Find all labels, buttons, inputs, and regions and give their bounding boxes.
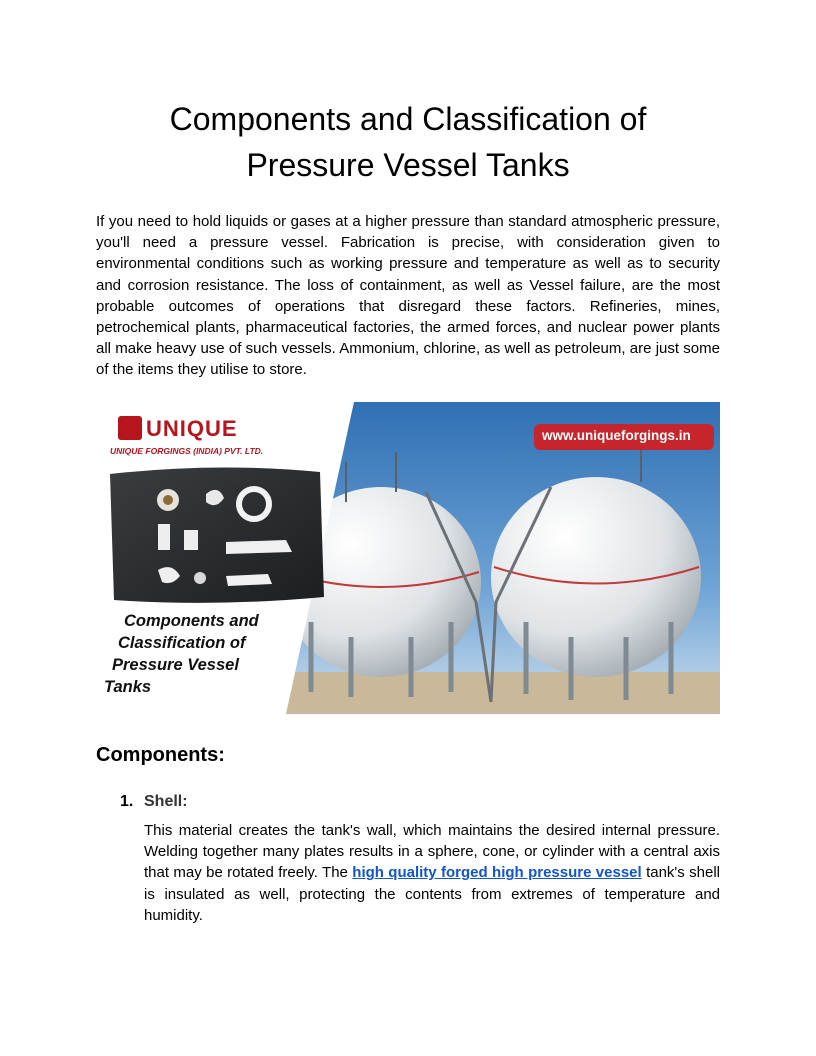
intro-paragraph: If you need to hold liquids or gases at a higher pressure than standard atmospheric pressure, you'll need a pressure vessel. Fabrication is precise, with consideration given to environmental conditions such as working pressure and temperature as well as to security and corrosion resistance. The loss of containment, as well as Vessel failure, are the most probable outcomes of operations that disregard these factors. Refineries, mines, petrochemical plants, pharmaceutical factories, the armed forces, and nuclear power plants all make heavy use of such vessels. Ammonium, chlorine, as well as petroleum, are just some of the items they utilise to store. [96, 213, 720, 379]
banner-caption-line: Components and [124, 612, 259, 630]
list-item-number: 1. [120, 793, 134, 810]
banner-caption-line: Pressure Vessel [112, 656, 239, 674]
banner-image [96, 402, 720, 714]
title-line-1: Components and Classification of [169, 101, 647, 137]
high-pressure-vessel-link[interactable]: high quality forged high pressure vessel [352, 864, 642, 882]
unique-logo [118, 416, 142, 440]
banner-brand: UNIQUE [146, 416, 238, 441]
components-heading: Components: [96, 744, 225, 766]
banner-caption [102, 610, 292, 698]
shell-heading: Shell: [144, 793, 188, 810]
banner-url: www.uniqueforgings.in [542, 428, 691, 443]
shell-text-before: This material creates the tank's wall, which maintains the desired internal pressure. Welding together many plates results in a sphere, cone, or cylinder with a central axis that may be rotated freely. The [144, 822, 720, 882]
banner-caption-line: Tanks [104, 678, 152, 696]
title-line-2: Pressure Vessel Tanks [246, 147, 570, 183]
shell-text-after: tank's shell is insulated as well, protecting the contents from extremes of temperature and humidity. [144, 864, 721, 924]
list-item-heading [120, 791, 188, 813]
banner-caption-line: Classification of [118, 634, 246, 652]
page-title [96, 96, 720, 188]
banner-company: UNIQUE FORGINGS (INDIA) PVT. LTD. [110, 446, 264, 456]
shell-paragraph [144, 820, 720, 926]
forged-parts-photo [110, 467, 324, 602]
